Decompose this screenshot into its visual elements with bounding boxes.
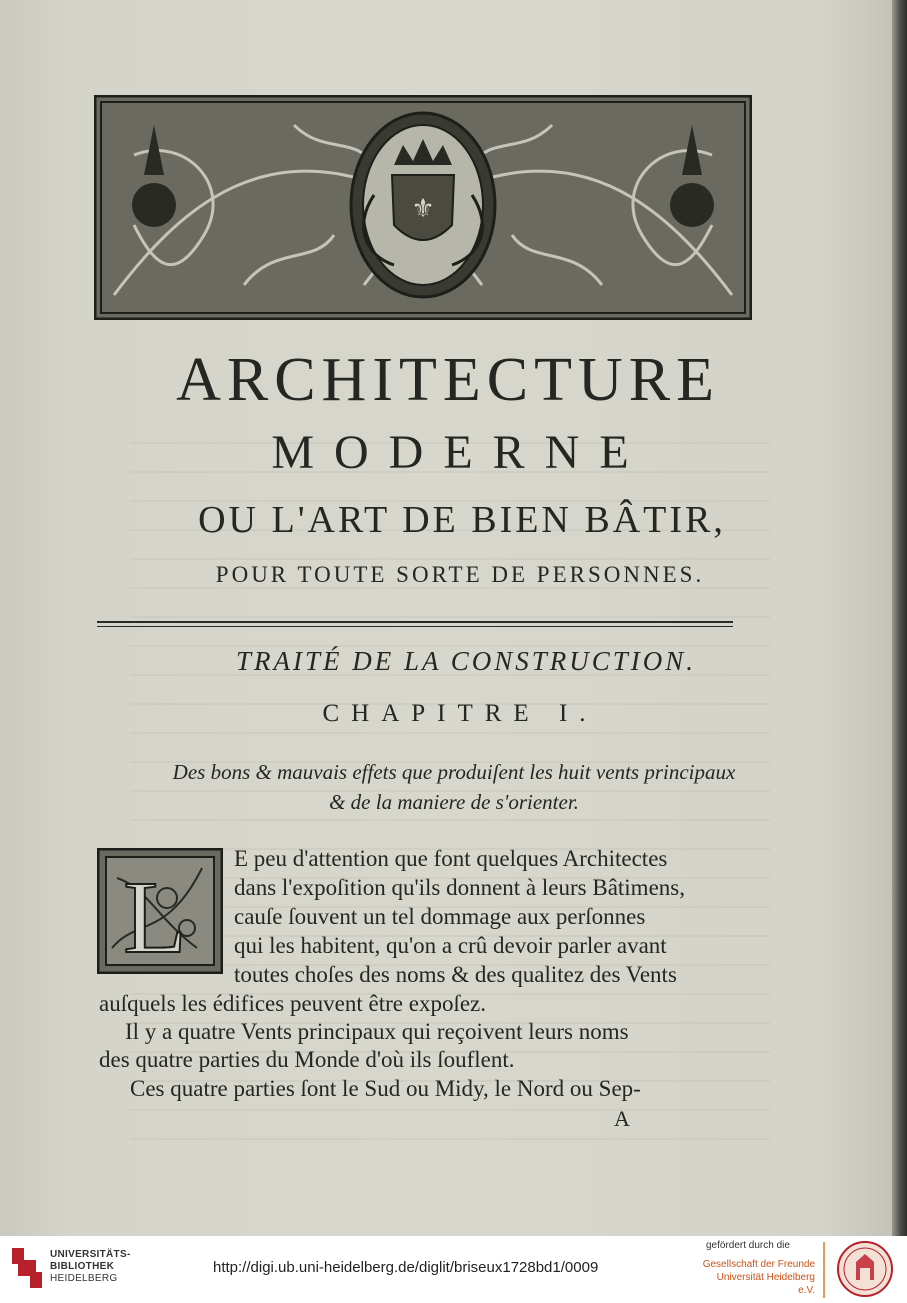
double-rule-thin [97, 626, 733, 627]
body-line-7: Il y a quatre Vents principaux qui reçoivent leurs noms [125, 1019, 629, 1044]
university-seal-icon[interactable] [836, 1240, 894, 1298]
decorated-drop-cap-icon [97, 848, 223, 974]
body-line-6: auſquels les édifices peuvent être expoſez. [99, 991, 487, 1016]
signature-mark: A [614, 1106, 630, 1131]
treatise-heading: TRAITÉ DE LA CONSTRUCTION. [235, 646, 697, 676]
body-line-3: cauſe ſouvent un tel dommage aux perſonnes [234, 904, 646, 929]
footer-divider [823, 1242, 825, 1298]
headpiece-ornament-icon [94, 95, 752, 320]
body-line-4: qui les habitent, qu'on a crû devoir parler avant [234, 933, 667, 958]
body-line-9: Ces quatre parties ſont le Sud ou Midy, le Nord ou Sep- [130, 1076, 641, 1101]
double-rule-thick [97, 621, 733, 623]
chapter-subtitle-line-2: & de la maniere de s'orienter. [329, 790, 579, 814]
body-line-8: des quatre parties du Monde d'où ils ſouflent. [99, 1047, 515, 1072]
title-line-4: POUR TOUTE SORTE DE PERSONNES. [215, 562, 705, 587]
book-spine-edge [892, 0, 907, 1236]
title-line-2: MODERNE [271, 426, 649, 479]
svg-text:⚜: ⚜ [411, 194, 435, 224]
chapter-heading: CHAPITRE I. [322, 700, 598, 727]
title-line-3: OU L'ART DE BIEN BÂTIR, [198, 499, 726, 541]
body-line-2: dans l'expoſition qu'ils donnent à leurs Bâtimens, [234, 875, 685, 900]
library-logo-icon[interactable] [10, 1246, 44, 1290]
viewer-footer [0, 1236, 907, 1303]
library-name[interactable]: UNIVERSITÄTS- BIBLIOTHEK HEIDELBERG [50, 1249, 131, 1284]
permalink-url[interactable]: http://digi.ub.uni-heidelberg.de/diglit/briseux1728bd1/0009 [213, 1259, 599, 1276]
body-line-1: E peu d'attention que font quelques Architectes [234, 846, 668, 871]
funded-by-label: gefördert durch die [706, 1240, 790, 1251]
body-line-5: toutes choſes des noms & des qualitez des Vents [234, 962, 677, 987]
chapter-subtitle-line-1: Des bons & mauvais effets que produiſent les huit vents principaux [172, 760, 736, 784]
society-name[interactable]: Gesellschaft der Freunde Universität Heidelberg e.V. [702, 1259, 815, 1296]
title-line-1: ARCHITECTURE [176, 346, 720, 414]
drop-cap-letter: L [123, 860, 187, 974]
